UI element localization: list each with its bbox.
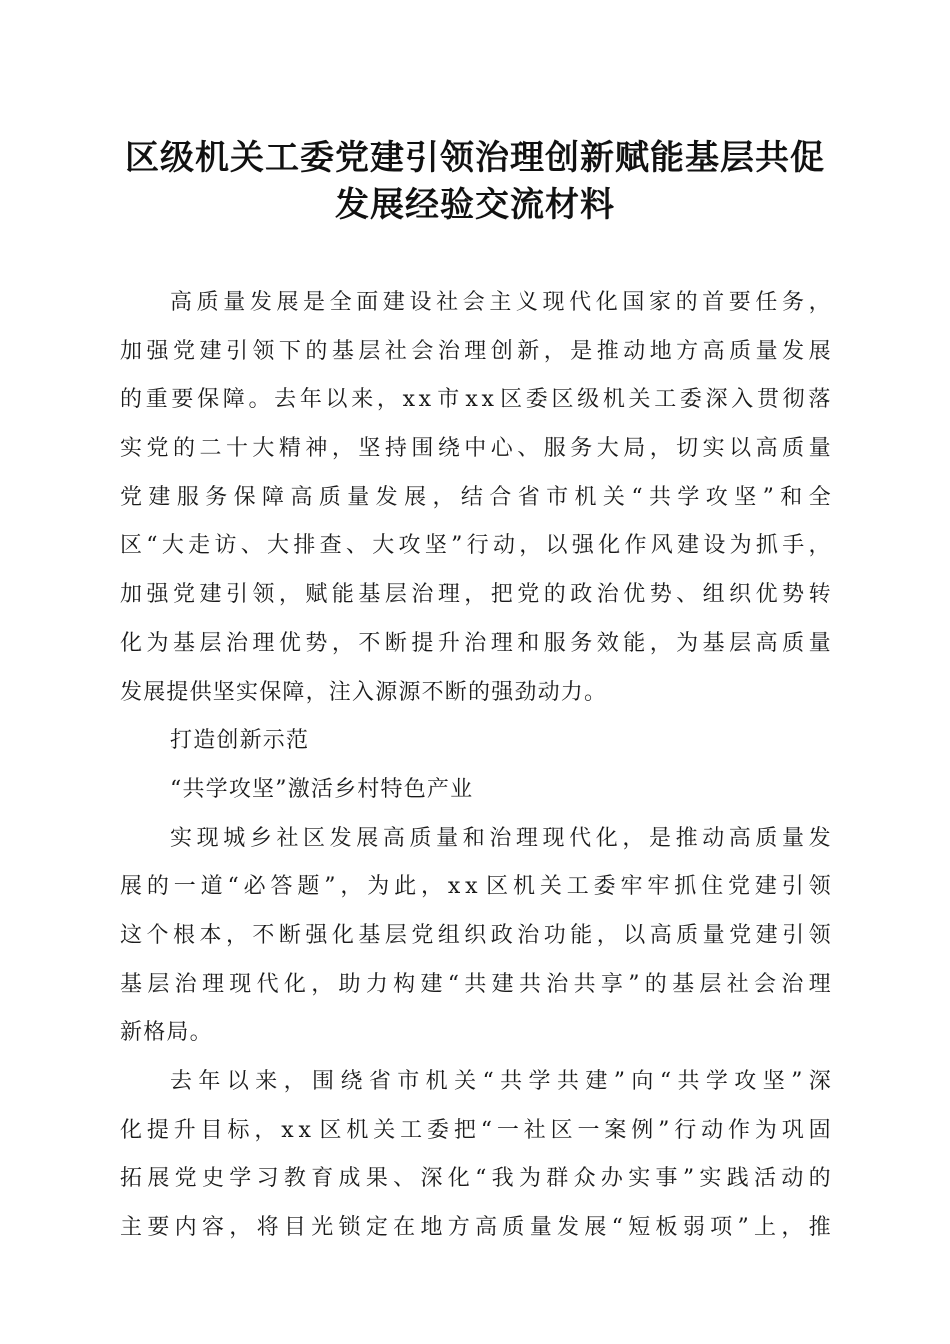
paragraph-line: 区 “ 大 走 访 、 大 排 查 、 大 攻 坚 ” 行 动 ， 以 强 化 作 风 建 设 为 抓 手 ， — [120, 533, 832, 559]
paragraph-line: 实 现 城 乡 社 区 发 展 高 质 量 和 治 理 现 代 化 ， 是 推 动 高 质 量 发 — [170, 825, 832, 851]
paragraph-line: 发展提供坚实保障，注入源源不断的强劲动力。 — [120, 679, 608, 705]
paragraph-line: 实 党 的 二 十 大 精 神 ， 坚 持 围 绕 中 心 、 服 务 大 局 ， 切 实 以 高 质 量 — [120, 436, 832, 462]
paragraph-line: 展 的 一 道 “ 必 答 题 ” ， 为 此 ， x x 区 机 关 工 委 牢 牢 抓 住 党 建 引 领 — [120, 874, 832, 900]
paragraph-line: 高 质 量 发 展 是 全 面 建 设 社 会 主 义 现 代 化 国 家 的 首 要 任 务 ， — [170, 290, 832, 315]
paragraph-line: 新格局。 — [120, 1020, 213, 1046]
paragraph-line: 拓 展 党 史 学 习 教 育 成 果 、 深 化 “ 我 为 群 众 办 实 事 ” 实 践 活 动 的 — [120, 1166, 832, 1192]
section-heading: 打造创新示范 — [170, 728, 310, 754]
document-body — [120, 279, 832, 1253]
paragraph-line: 化 为 基 层 治 理 优 势 ， 不 断 提 升 治 理 和 服 务 效 能 ， 为 基 层 高 质 量 — [120, 630, 832, 656]
paragraph-line: 的 重 要 保 障 。 去 年 以 来 ， x x 市 x x 区 委 区 级 机 关 工 委 深 入 贯 彻 落 — [120, 387, 832, 413]
title-line-1: 区级机关工委党建引领治理创新赋能基层共促 — [125, 138, 825, 178]
document-title — [100, 135, 850, 229]
paragraph-line: 去 年 以 来 ， 围 绕 省 市 机 关 “ 共 学 共 建 ” 向 “ 共 学 攻 坚 ” 深 — [170, 1069, 832, 1094]
paragraph-line: 党 建 服 务 保 障 高 质 量 发 展 ， 结 合 省 市 机 关 “ 共 学 攻 坚 ” 和 全 — [120, 484, 832, 510]
paragraph-line: 这 个 根 本 ， 不 断 强 化 基 层 党 组 织 政 治 功 能 ， 以 高 质 量 党 建 引 领 — [120, 922, 832, 948]
paragraph-line: 加 强 党 建 引 领 下 的 基 层 社 会 治 理 创 新 ， 是 推 动 地 方 高 质 量 发 展 — [120, 338, 832, 364]
paragraph-line: 加 强 党 建 引 领 ， 赋 能 基 层 治 理 ， 把 党 的 政 治 优 势 、 组 织 优 势 转 — [120, 582, 832, 608]
subsection-heading: “共学攻坚”激活乡村特色产业 — [170, 776, 474, 802]
paragraph-line: 主 要 内 容 ， 将 目 光 锁 定 在 地 方 高 质 量 发 展 “ 短 板 弱 项 ” 上 ， 推 — [120, 1215, 832, 1241]
title-line-2: 发展经验交流材料 — [335, 185, 615, 225]
paragraph-line: 化 提 升 目 标 ， x x 区 机 关 工 委 把 “ 一 社 区 一 案 例 ” 行 动 作 为 巩 固 — [120, 1117, 832, 1143]
paragraph-line: 基 层 治 理 现 代 化 ， 助 力 构 建 “ 共 建 共 治 共 享 ” 的 基 层 社 会 治 理 — [120, 971, 832, 997]
